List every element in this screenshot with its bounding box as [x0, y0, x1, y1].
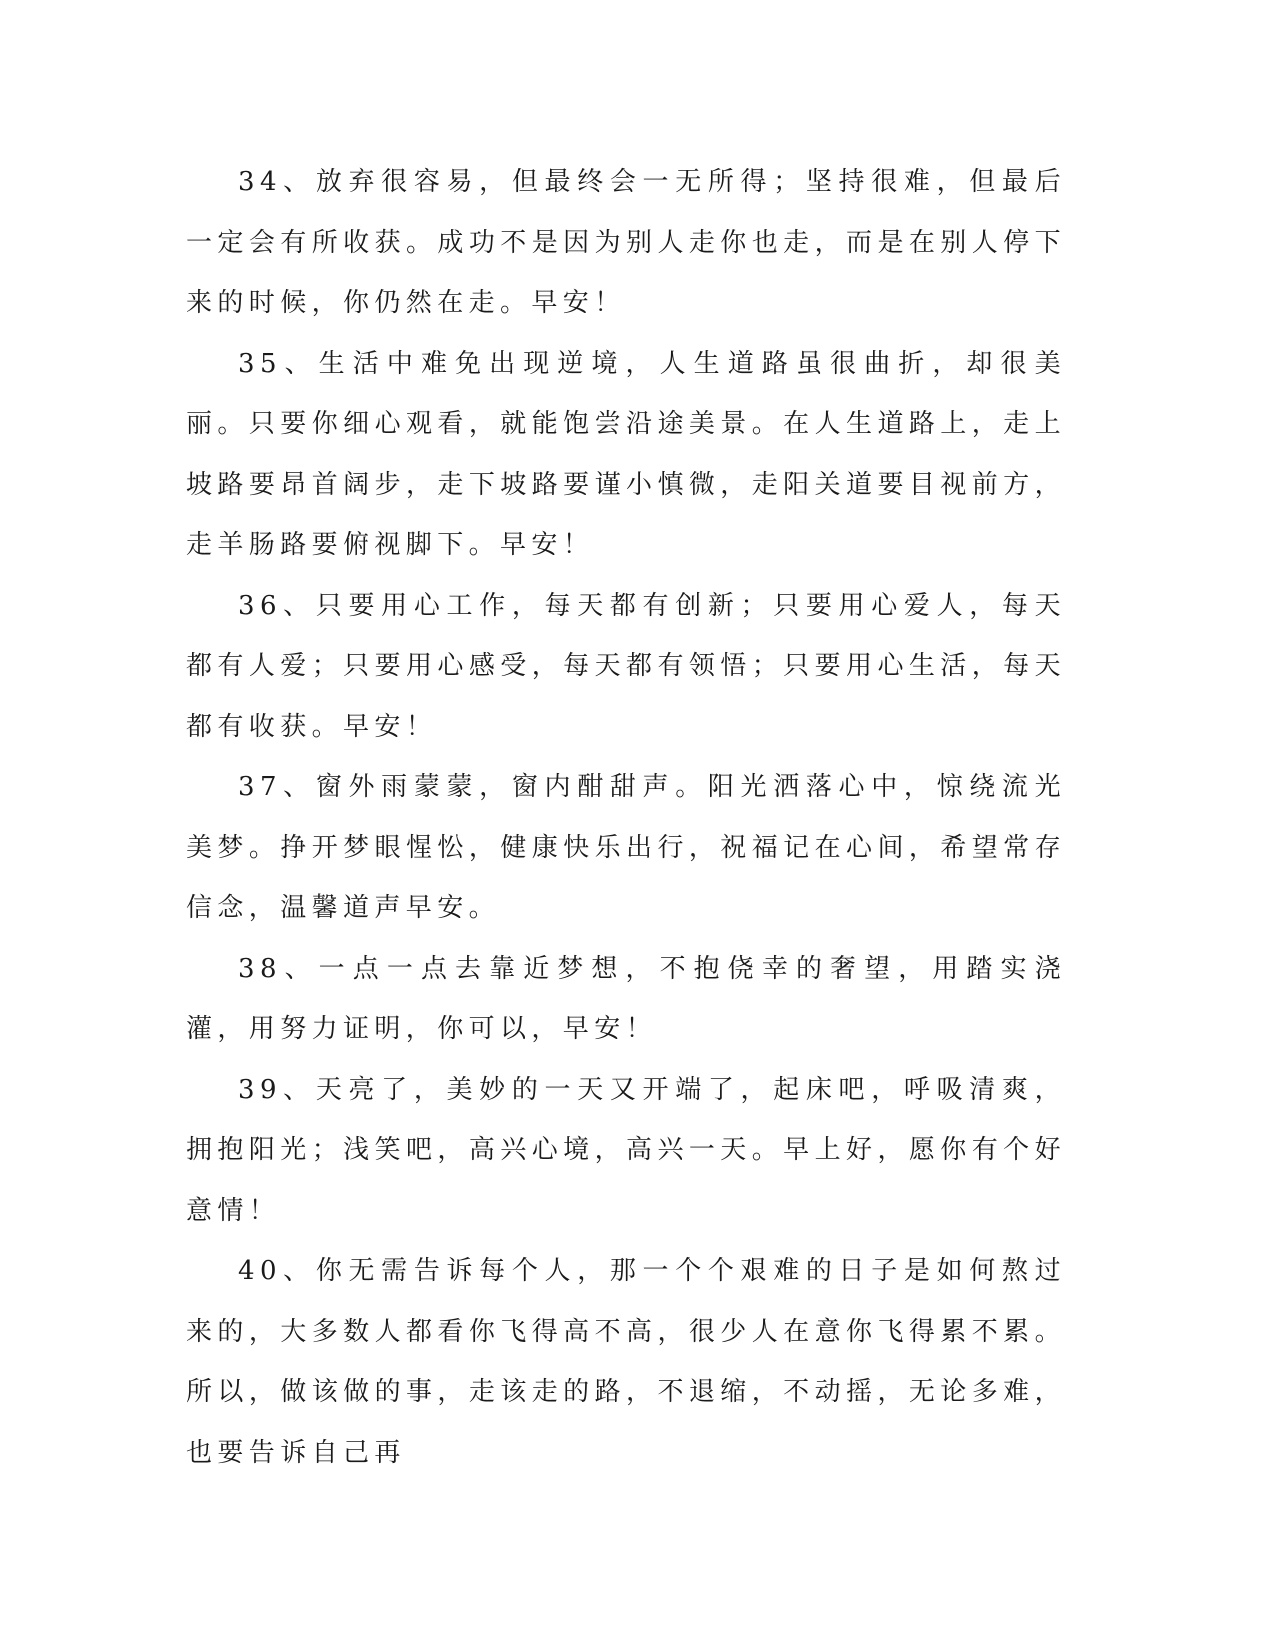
paragraph-39: 39、天亮了，美妙的一天又开端了，起床吧，呼吸清爽，拥抱阳光；浅笑吧，高兴心境，高兴一天。早上好，愿你有个好意情！	[186, 1074, 1066, 1226]
paragraph-34: 34、放弃很容易，但最终会一无所得；坚持很难，但最后一定会有所收获。成功不是因为别人走你也走，而是在别人停下来的时候，你仍然在走。早安！	[186, 167, 1066, 318]
paragraph-40: 40、你无需告诉每个人，那一个个艰难的日子是如何熬过来的，大多数人都看你飞得高不高，很少人在意你飞得累不累。所以，做该做的事，走该走的路，不退缩，不动摇，无论多难，也要告诉自己再	[186, 1256, 1066, 1468]
document-body	[186, 152, 1066, 1483]
paragraph-35: 35、生活中难免出现逆境，人生道路虽很曲折，却很美丽。只要你细心观看，就能饱尝沿途美景。在人生道路上，走上坡路要昂首阔步，走下坡路要谨小慎微，走阳关道要目视前方，走羊肠路要俯视脚下。早安！	[186, 348, 1066, 560]
paragraph-37: 37、窗外雨蒙蒙，窗内酣甜声。阳光洒落心中，惊绕流光美梦。挣开梦眼惺忪，健康快乐出行，祝福记在心间，希望常存信念，温馨道声早安。	[186, 772, 1066, 923]
paragraph-38: 38、一点一点去靠近梦想，不抱侥幸的奢望，用踏实浇灌，用努力证明，你可以，早安！	[186, 953, 1066, 1044]
paragraph-36: 36、只要用心工作，每天都有创新；只要用心爱人，每天都有人爱；只要用心感受，每天都有领悟；只要用心生活，每天都有收获。早安！	[186, 590, 1066, 742]
